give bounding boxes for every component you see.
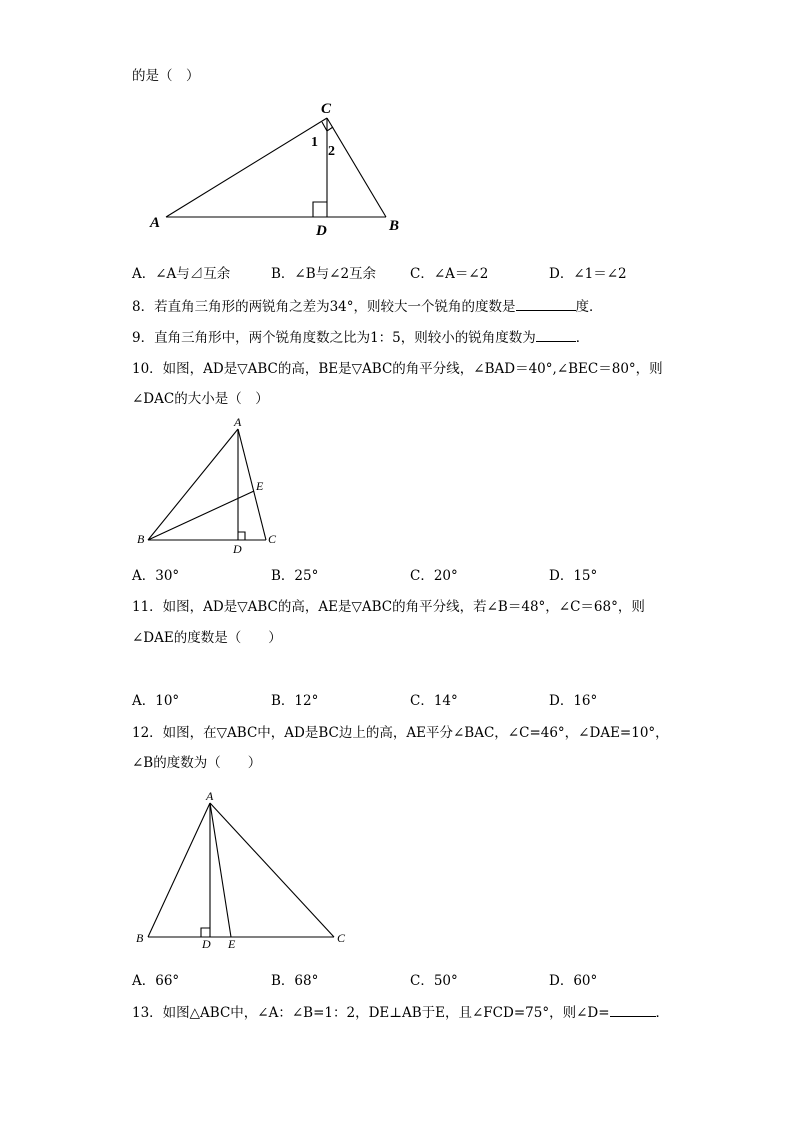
q10-label-a: A — [234, 415, 242, 429]
q10-option-a: A．30° — [132, 568, 180, 584]
q12-side-ab — [148, 803, 210, 937]
q10-label-c: C — [268, 532, 277, 546]
q10-side-ab — [148, 429, 238, 540]
q7-label-a: A — [150, 215, 161, 231]
q7-label-d: D — [316, 223, 327, 239]
q7-option-b: B．∠B与∠2互余 — [271, 266, 377, 282]
q9-question — [132, 329, 589, 347]
q12-label-a: A — [206, 789, 214, 803]
q12-right-angle-d — [201, 928, 210, 937]
q9-answer-blank[interactable] — [536, 329, 576, 342]
q10-right-angle-d — [238, 532, 245, 540]
q8-text-after: 度． — [575, 299, 603, 315]
q13-answer-blank[interactable] — [610, 1004, 656, 1017]
q7-label-c: C — [321, 101, 332, 117]
q11-option-a: A．10° — [132, 693, 180, 709]
q12-option-d: D．60° — [549, 973, 598, 989]
q10-label-e: E — [256, 479, 264, 493]
q12-label-d: D — [202, 937, 211, 951]
q7-option-c: C．∠A＝∠2 — [410, 266, 489, 282]
q7-side-ac — [166, 118, 327, 217]
q12-option-b: B．68° — [271, 973, 319, 989]
q8-answer-blank[interactable] — [516, 298, 576, 311]
q11-option-c: C．14° — [410, 693, 458, 709]
q9-text-before: 9．直角三角形中，两个锐角度数之比为1：5，则较小的锐角度数为 — [132, 330, 536, 346]
q12-line1: 12．如图，在▽ABC中，AD是BC边上的高，AE平分∠BAC，∠C=46°，∠DAE=10°， — [132, 725, 669, 741]
q8-question — [132, 298, 603, 316]
q12-line2: ∠B的度数为（ ） — [132, 755, 262, 771]
q7-right-angle-d — [313, 202, 327, 217]
q10-option-b: B．25° — [271, 568, 319, 584]
q12-option-a: A．66° — [132, 973, 180, 989]
q8-text-before: 8．若直角三角形的两锐角之差为34°，则较大一个锐角的度数是 — [132, 299, 516, 315]
q7-option-d: D．∠1＝∠2 — [549, 266, 627, 282]
q10-option-c: C．20° — [410, 568, 458, 584]
q10-option-d: D．15° — [549, 568, 598, 584]
q7-label-1: 1 — [311, 135, 318, 150]
q7-label-b: B — [389, 218, 400, 234]
q12-label-b: B — [136, 931, 144, 945]
q10-line1: 10．如图，AD是▽ABC的高，BE是▽ABC的角平分线，∠BAD＝40°,∠BEC＝80°，则 — [132, 361, 663, 377]
q12-option-c: C．50° — [410, 973, 458, 989]
q12-label-e: E — [228, 937, 236, 951]
q9-text-after: ． — [575, 330, 590, 346]
q7-right-angle-c — [322, 122, 333, 131]
q10-bisector-be — [148, 491, 254, 540]
q11-line1: 11．如图，AD是▽ABC的高，AE是▽ABC的角平分线，若∠B＝48°，∠C＝68°，则 — [132, 599, 645, 615]
q13-text-after: ． — [655, 1005, 670, 1021]
q13-text-before: 13．如图△ABC中，∠A：∠B=1：2，DE⊥AB于E，且∠FCD=75°，则∠D= — [132, 1005, 610, 1021]
q12-side-ac — [210, 803, 334, 937]
q12-bisector-ae — [210, 803, 231, 937]
q10-label-b: B — [137, 532, 145, 546]
q11-option-b: B．12° — [271, 693, 319, 709]
q7-label-2: 2 — [328, 144, 335, 159]
q13-question — [132, 1004, 669, 1022]
q7-side-cb — [327, 118, 386, 217]
q12-label-c: C — [337, 931, 346, 945]
q11-line2: ∠DAE的度数是（ ） — [132, 630, 282, 646]
q11-option-d: D．16° — [549, 693, 598, 709]
q10-side-ac — [238, 429, 266, 540]
q10-line2: ∠DAC的大小是（ ） — [132, 391, 269, 407]
q10-label-d: D — [233, 542, 242, 556]
q7-stem-tail: 的是（ ） — [132, 68, 200, 84]
q7-option-a: A．∠A与⊿互余 — [132, 266, 231, 282]
